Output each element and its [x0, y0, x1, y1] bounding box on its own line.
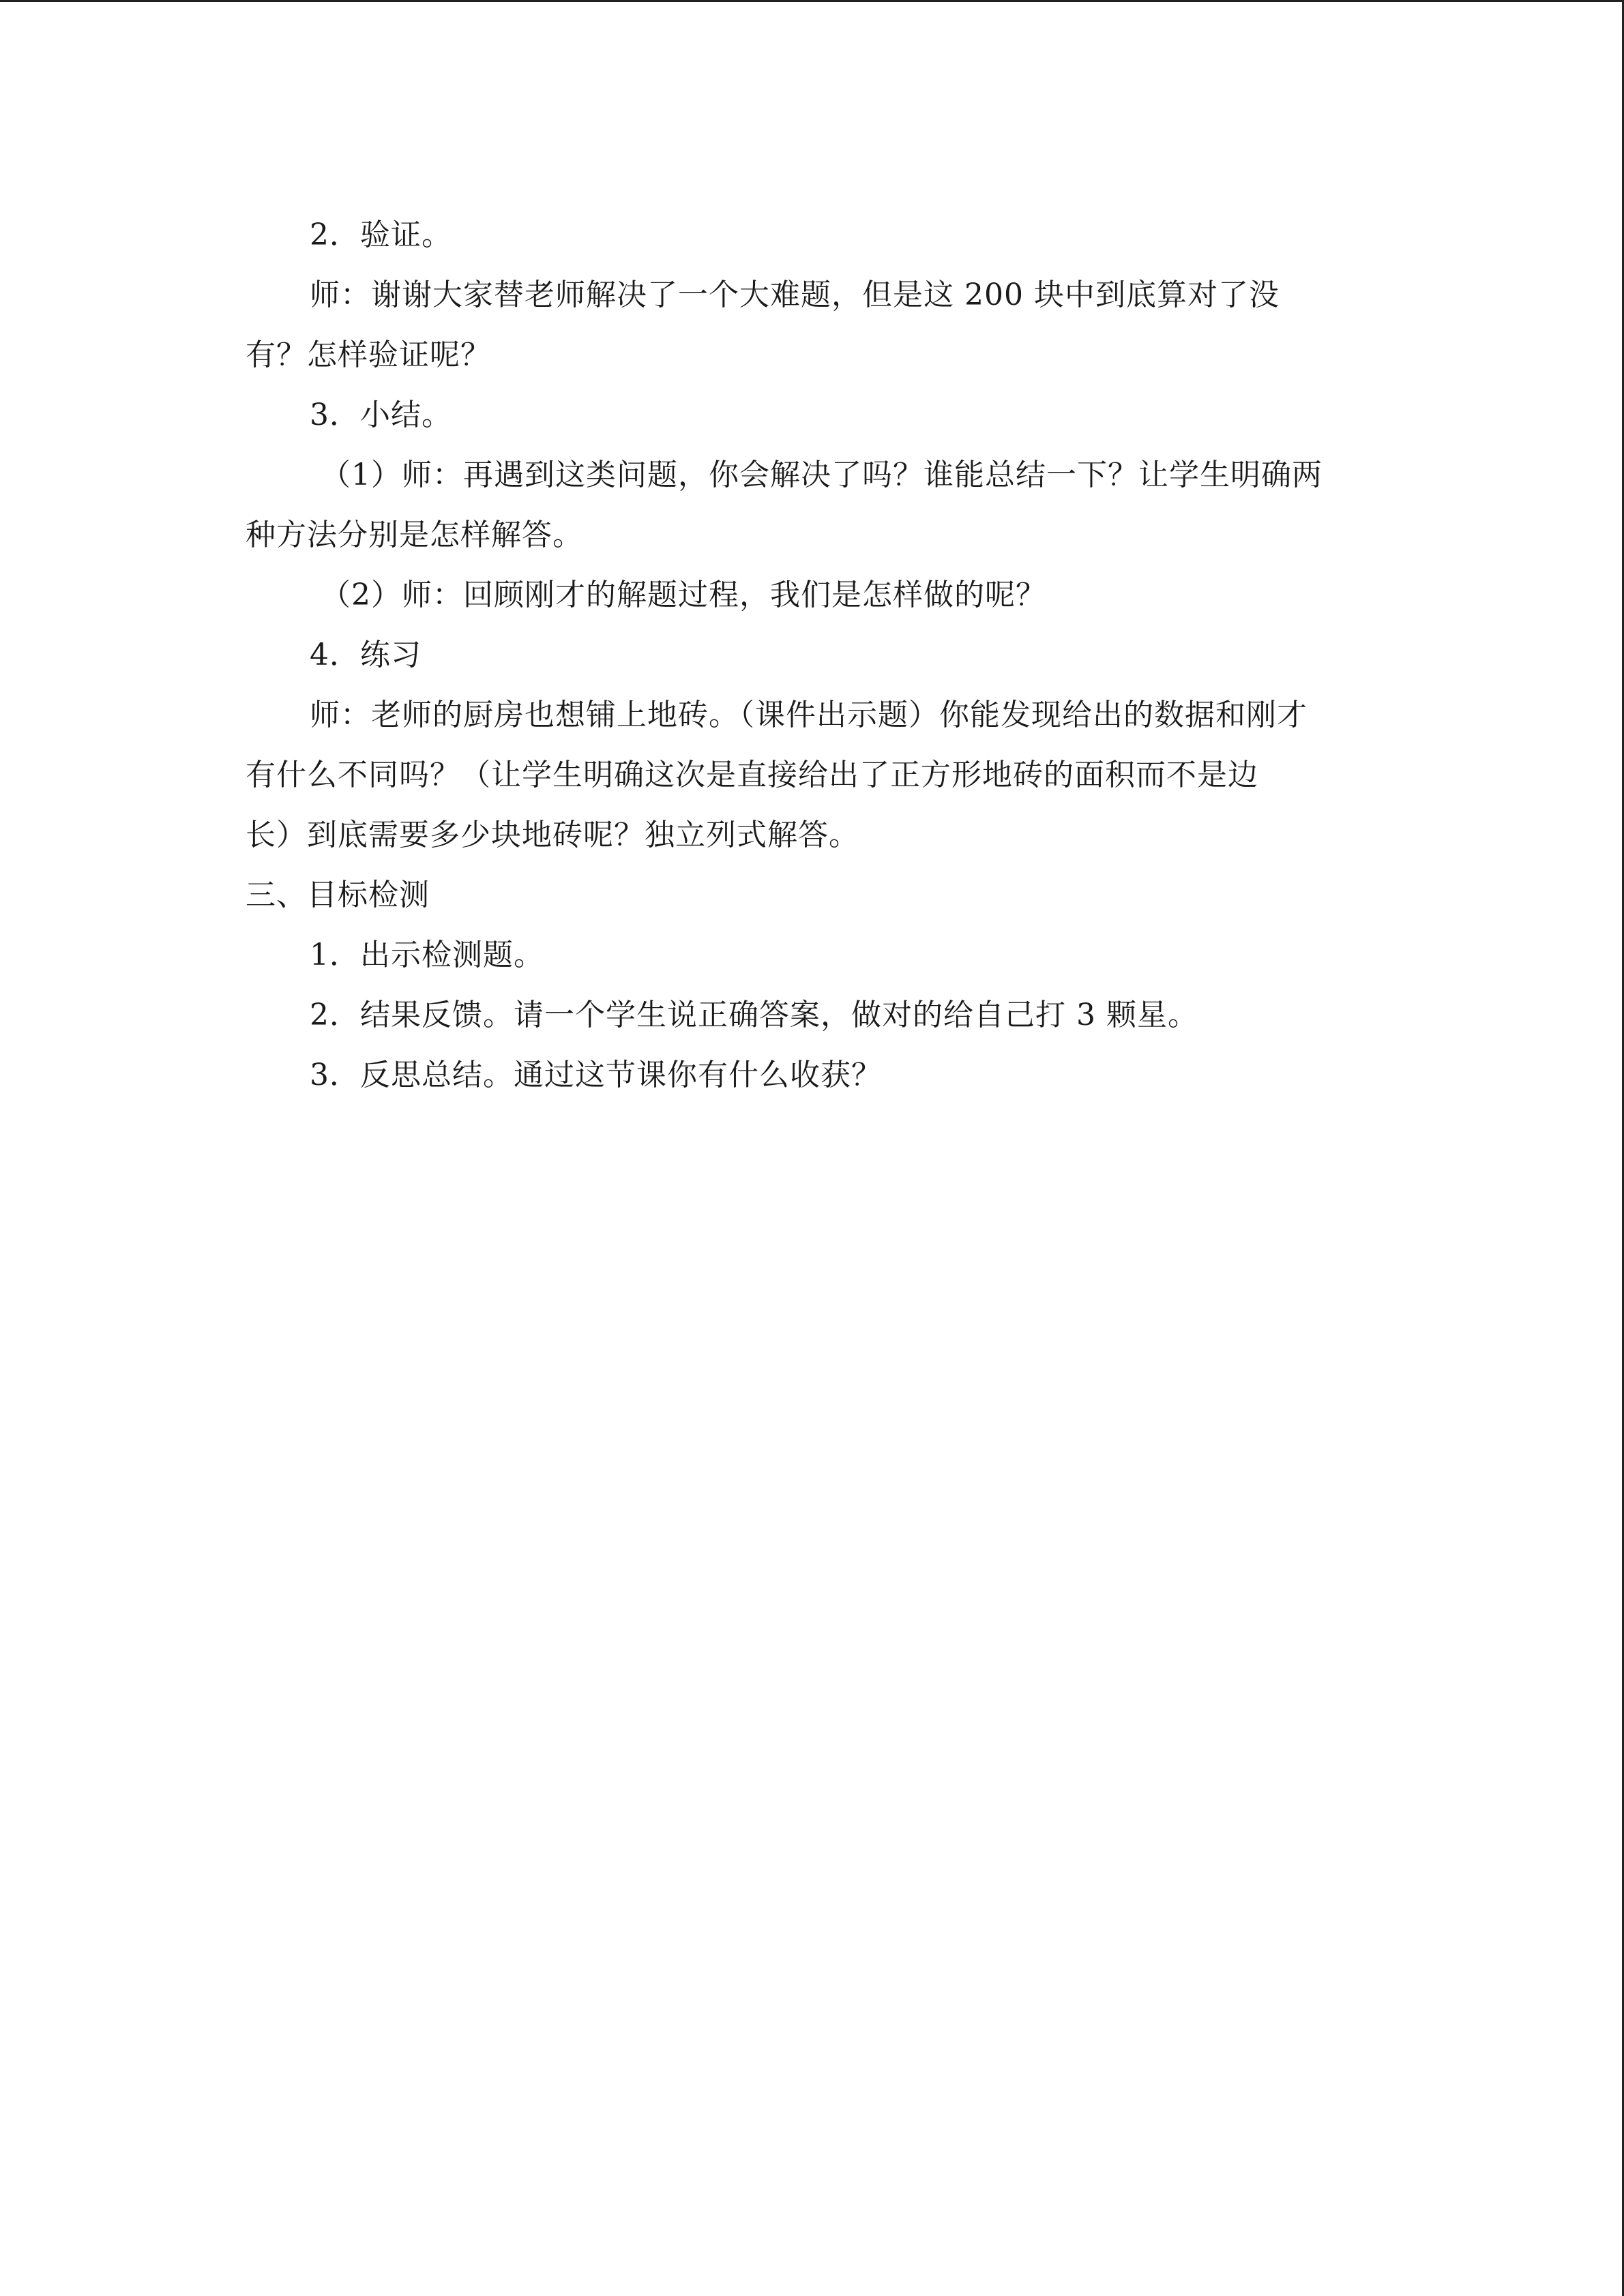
section-heading-target-check: 三、目标检测	[246, 878, 430, 912]
paragraph-line: 师：谢谢大家替老师解决了一个大难题，但是这 200 块中到底算对了没	[310, 278, 1280, 312]
step-heading-summary: 3．小结。	[310, 398, 452, 432]
paragraph-line: 有？怎样验证呢？	[246, 338, 491, 372]
step-heading-verify: 2．验证。	[310, 218, 452, 252]
document-body	[246, 205, 1378, 1105]
paragraph-line: （1）师：再遇到这类问题，你会解决了吗？谁能总结一下？让学生明确两	[321, 458, 1323, 492]
paragraph-line: 长）到底需要多少块地砖呢？独立列式解答。	[246, 818, 859, 852]
list-item: 2．结果反馈。请一个学生说正确答案，做对的给自己打 3 颗星。	[310, 998, 1198, 1032]
list-item: 1．出示检测题。	[310, 938, 544, 972]
paragraph-line: 师：老师的厨房也想铺上地砖。（课件出示题）你能发现给出的数据和刚才	[310, 698, 1308, 732]
paragraph-line: 有什么不同吗？（让学生明确这次是直接给出了正方形地砖的面积而不是边	[246, 758, 1258, 792]
list-item: 3．反思总结。通过这节课你有什么收获？	[310, 1058, 882, 1092]
paragraph-line: 种方法分别是怎样解答。	[246, 518, 583, 552]
step-heading-practice: 4．练习	[310, 638, 422, 672]
paragraph-line: （2）师：回顾刚才的解题过程，我们是怎样做的呢？	[321, 578, 1046, 612]
